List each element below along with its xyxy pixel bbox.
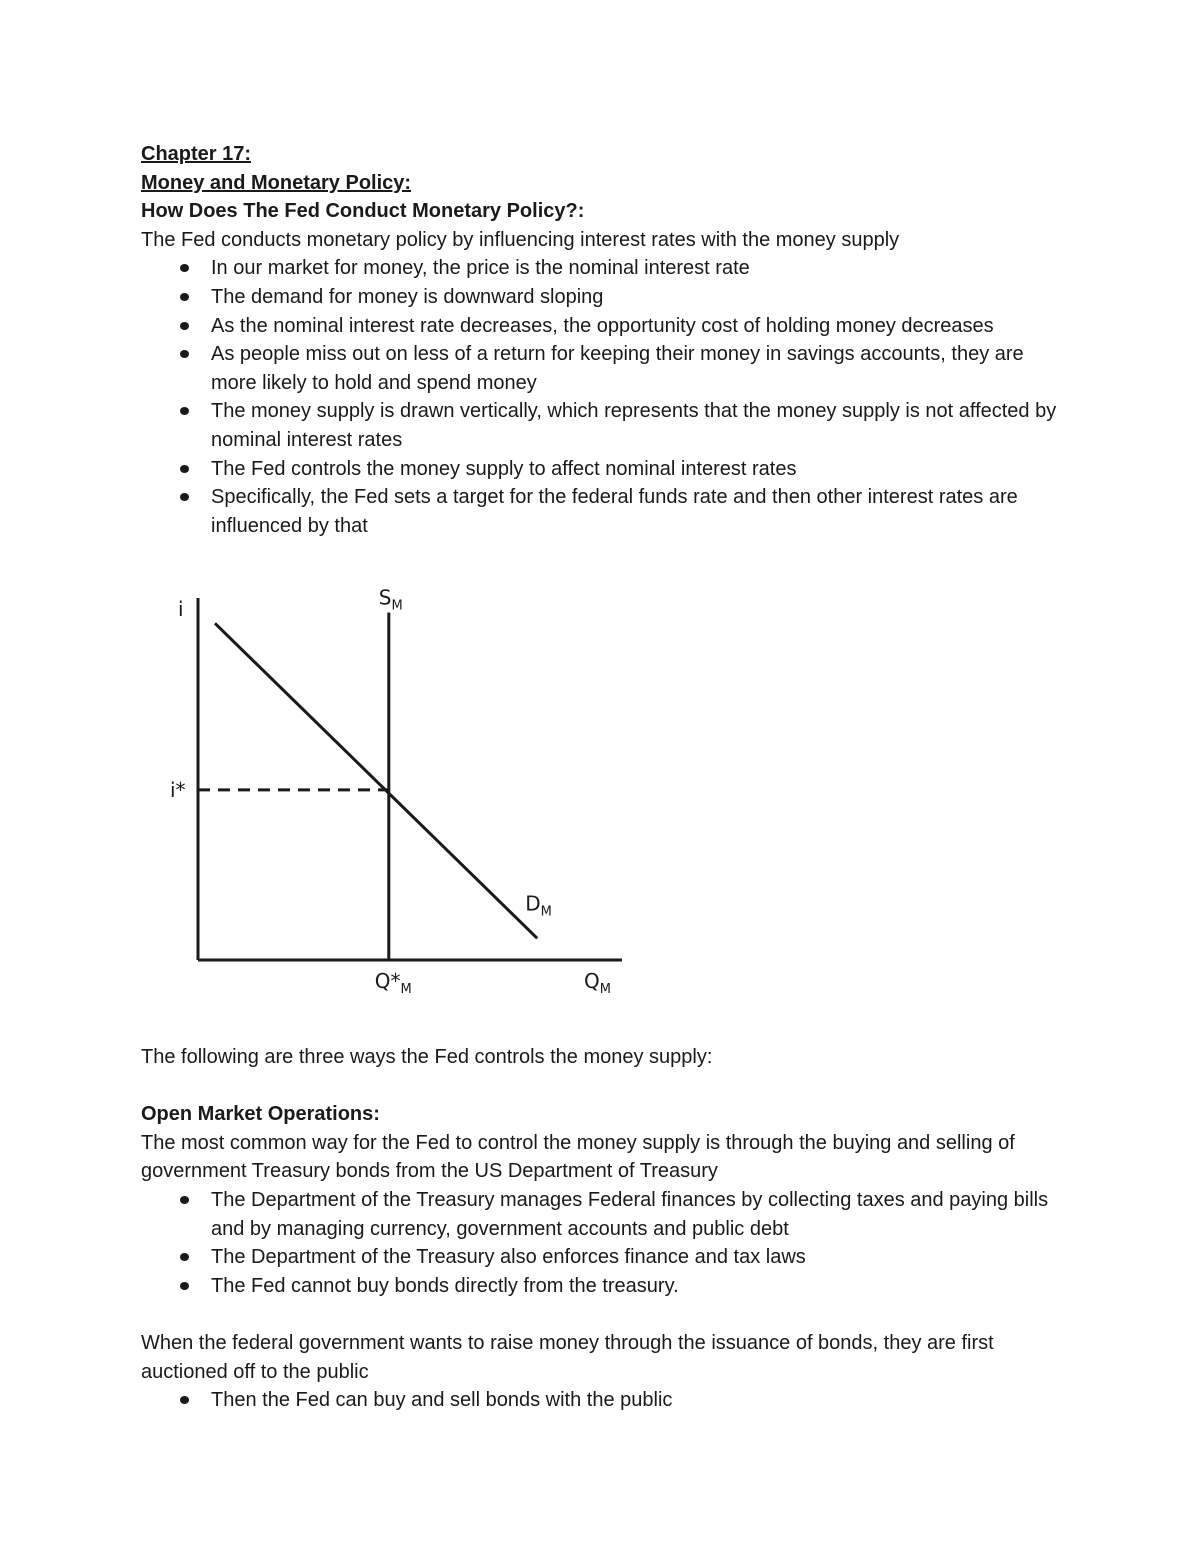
supply-label-main: S (378, 585, 392, 610)
omo-paragraph: The most common way for the Fed to control the money supply is through the buying and selling of government Treasury bonds from the US Department of Treasury (141, 1131, 1015, 1183)
equilibrium-rate-label: i* (170, 777, 186, 802)
list-item: Specifically, the Fed sets a target for the federal funds rate and then other interest rates are influenced by that (211, 483, 1071, 540)
x-axis-label-sub: M (599, 982, 611, 997)
list-item: The Department of the Treasury manages Federal finances by collecting taxes and paying bills and by managing currency, government accounts and public debt (211, 1186, 1071, 1243)
spacer (141, 1300, 1071, 1329)
intro-paragraph: The Fed conducts monetary policy by influencing interest rates with the money supply (141, 228, 900, 251)
list-item: In our market for money, the price is the nominal interest rate (211, 254, 1071, 283)
transition-paragraph: The following are three ways the Fed controls the money supply: (141, 1046, 713, 1068)
list-item: The money supply is drawn vertically, which represents that the money supply is not affected by nominal interest rates (211, 397, 1071, 454)
section-open-market (141, 1043, 1071, 1415)
supply-label-sub: M (391, 598, 403, 614)
list-item: As the nominal interest rate decreases, the opportunity cost of holding money decreases (211, 312, 1071, 341)
list-item: As people miss out on less of a return for keeping their money in savings accounts, they are more likely to hold and spend money (211, 340, 1071, 397)
intro-bullet-list (141, 254, 1071, 540)
omo-paragraph-2: When the federal government wants to raise money through the issuance of bonds, they are first auctioned off to the public (141, 1331, 994, 1383)
equilibrium-quantity-sub: M (400, 982, 412, 997)
list-item: Then the Fed can buy and sell bonds with the public (211, 1386, 1071, 1415)
omo-heading: Open Market Operations: (141, 1103, 380, 1126)
demand-label (525, 891, 552, 919)
demand-label-main: D (525, 891, 541, 916)
chapter-heading: Chapter 17: (141, 143, 252, 165)
spacer (141, 1072, 1071, 1101)
list-item: The demand for money is downward sloping (211, 283, 1071, 312)
demand-label-sub: M (540, 904, 552, 920)
omo-bullet-list (141, 1186, 1071, 1300)
equilibrium-quantity-main: Q* (374, 969, 401, 993)
supply-label (379, 585, 403, 613)
x-axis-label (584, 969, 611, 997)
money-market-chart (160, 580, 630, 1000)
demand-curve (215, 623, 537, 938)
list-item: The Department of the Treasury also enforces finance and tax laws (211, 1243, 1071, 1272)
equilibrium-quantity-label (375, 969, 412, 997)
money-market-svg (160, 580, 630, 1000)
list-item: The Fed cannot buy bonds directly from the treasury. (211, 1272, 1071, 1301)
omo-bullet-list-2 (141, 1386, 1071, 1415)
list-item: The Fed controls the money supply to affect nominal interest rates (211, 455, 1071, 484)
document-body (141, 140, 1071, 540)
topic-heading: Money and Monetary Policy: (141, 171, 412, 194)
x-axis-label-main: Q (584, 969, 600, 993)
y-axis-label: i (178, 597, 184, 621)
question-heading: How Does The Fed Conduct Monetary Policy?: (141, 200, 585, 223)
